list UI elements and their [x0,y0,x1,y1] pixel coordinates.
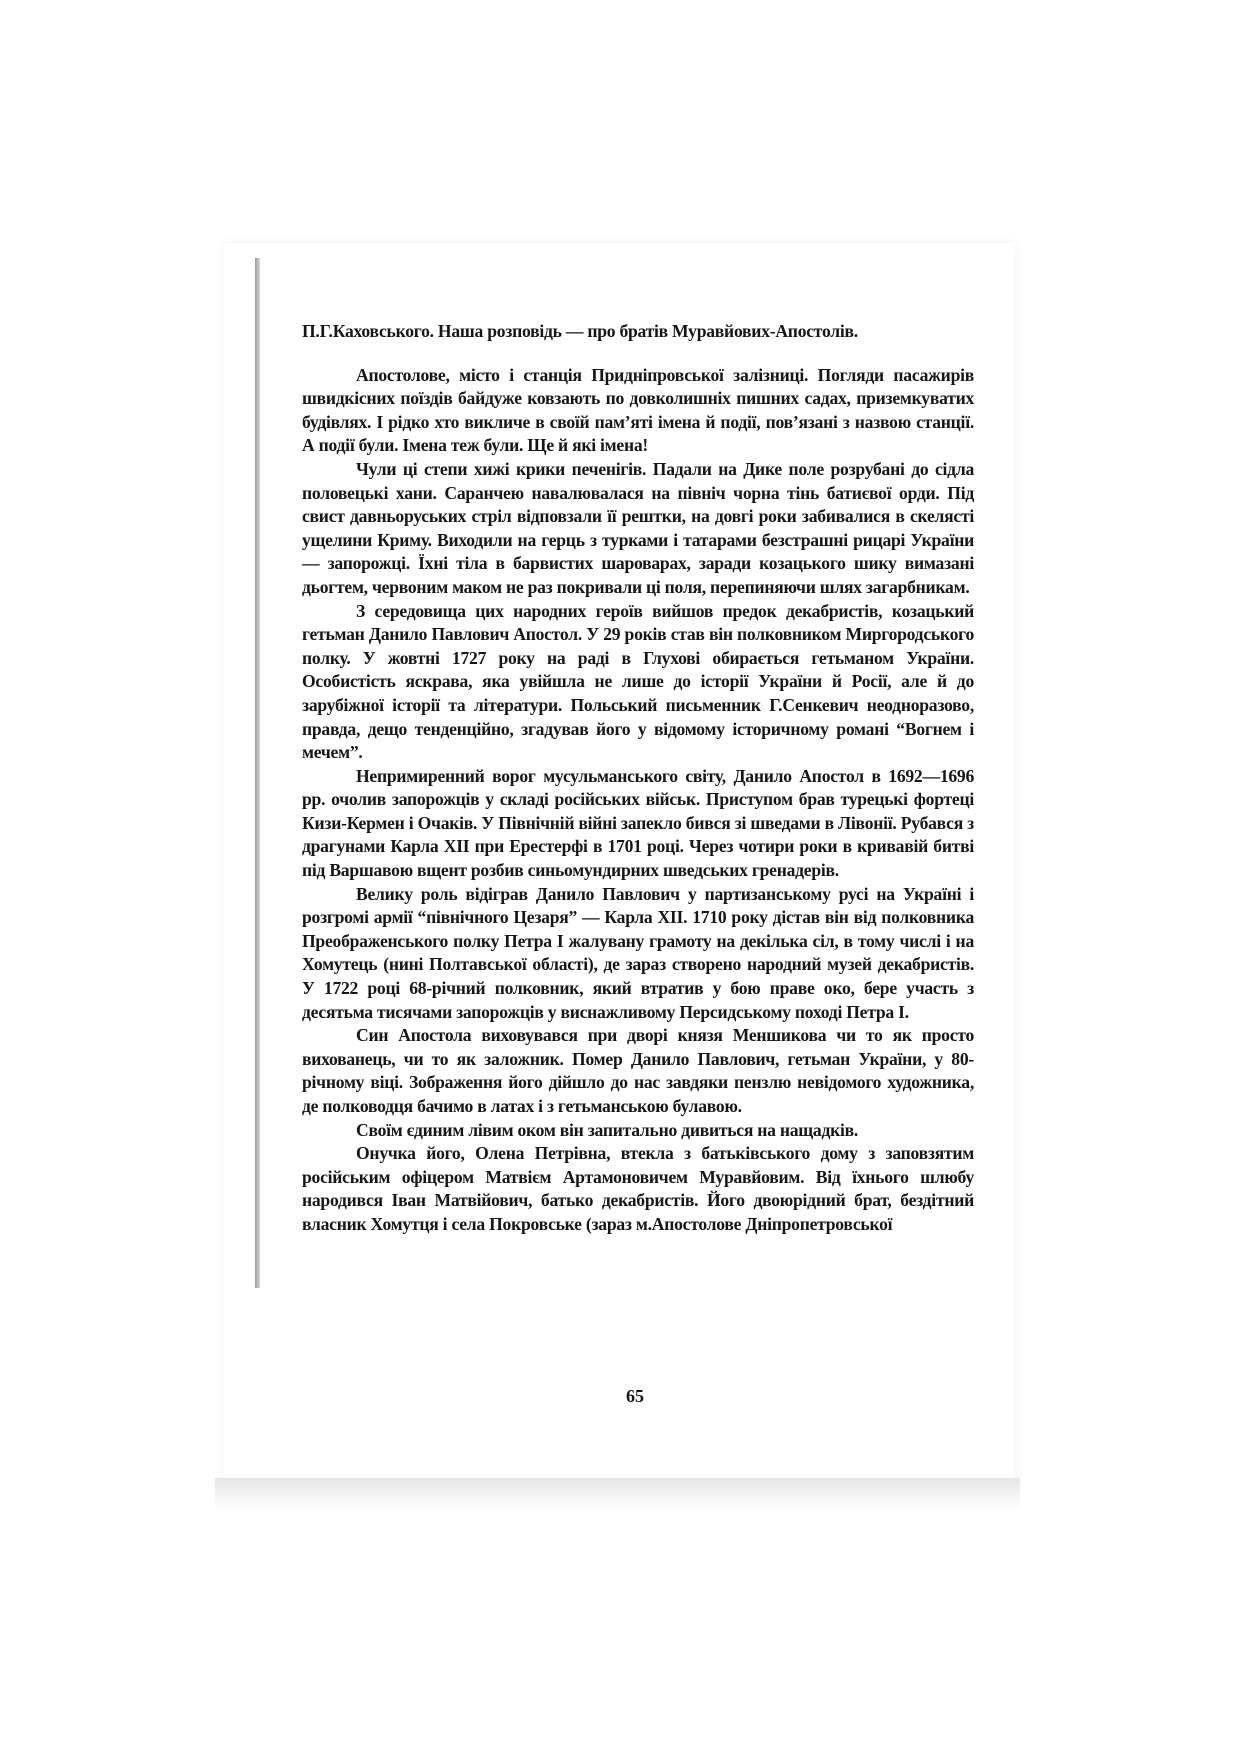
continued-line: П.Г.Каховського. Наша розповідь — про братів Муравйових-Апостолів. [302,321,858,341]
page-bottom-shadow [215,1478,1020,1512]
paragraph-8: Онучка його, Олена Петрівна, втекла з батьківського дому з заповзятим російським офіцером Матвієм Артамоновичем Муравйовим. Від їхнього шлюбу народився Іван Матвійович, батько декабристів. Його двоюрідний брат, бездітний власник Хомутця і села Покровське (зараз м.Апостолове Дніпропетровської [302,1143,974,1234]
page-text [302,320,974,1237]
page-number: 65 [626,1386,644,1406]
paragraph-3: З середовища цих народних героїв вийшов предок декабристів, козацький гетьман Данило Павлович Апостол. У 29 років став він полковником Миргородського полку. У жовтні 1727 року на раді в Глухові обирається гетьманом України. Особистість яскрава, яка увійшла не лише до історії України й Росії, але й до зарубіжної історії та літератури. Польський письменник Г.Сенкевич неодноразово, правда, дещо тенденційно, згадував його у відомому історичному романі “Вогнем і мечем”. [302,600,974,763]
paragraph-6: Син Апостола виховувався при дворі князя Меншикова чи то як просто вихованець, чи то як заложник. Помер Данило Павлович, гетьман України, у 80-річному віці. Зображення його дійшло до нас завдяки пензлю невідомого художника, де полководця бачимо в латах і з гетьманською булавою. [302,1025,974,1116]
paragraph-1: Апостолове, місто і станція Придніпровської залізниці. Погляди пасажирів швидкісних поїздів байдуже ковзають по довколишніх пишних садах, приземкуватих будівлях. І рідко хто викличе в своїй пам’яті імена й події, пов’язані з назвою станції. А події були. Імена теж були. Ще й які імена! [302,364,974,456]
paragraph-2: Чули ці степи хижі крики печенігів. Падали на Дике поле розрубані до сідла половецькі хани. Саранчею навалювалася на північ чорна тінь батиєвої орди. Під свист давньоруських стріл відповзали її рештки, на довгі роки забивалися в скелясті ущелини Криму. Виходили на герць з турками і татарами безстрашні рицарі України — запорожці. Їхні тіла в барвистих шароварах, заради козацького шику вимазані дьогтем, червоним маком не раз покривали ці поля, перепиняючи шлях загарбникам. [302,458,974,597]
page-binding-edge [255,258,260,1288]
paragraph-5: Велику роль відіграв Данило Павлович у партизанському русі на Україні і розгромі армії “північного Цезаря” — Карла XII. 1710 року дістав він від полковника Преображенського полку Петра І жалувану грамоту на декілька сіл, в тому числі і на Хомутець (нині Полтавської області), де зараз створено народний музей декабристів. У 1722 році 68-річний полковник, який втратив у бою праве око, бере участь з десятьма тисячами запорожців у виснажливому Персидському поході Петра І. [302,883,974,1022]
paragraph-4: Непримиренний ворог мусульманського світу, Данило Апостол в 1692—1696 рр. очолив запорожців у складі російських військ. Приступом брав турецькі фортеці Кизи-Кермен і Очаків. У Північній війні запекло бився зі шведами в Лівонії. Рубався з драгунами Карла XII при Ерестерфі в 1701 році. Через чотири роки в кривавій битві під Варшавою вщент розбив синьомундирних шведських гренадерів. [302,765,974,881]
paragraph-7: Своїм єдиним лівим оком він запитально дивиться на нащадків. [356,1119,859,1140]
